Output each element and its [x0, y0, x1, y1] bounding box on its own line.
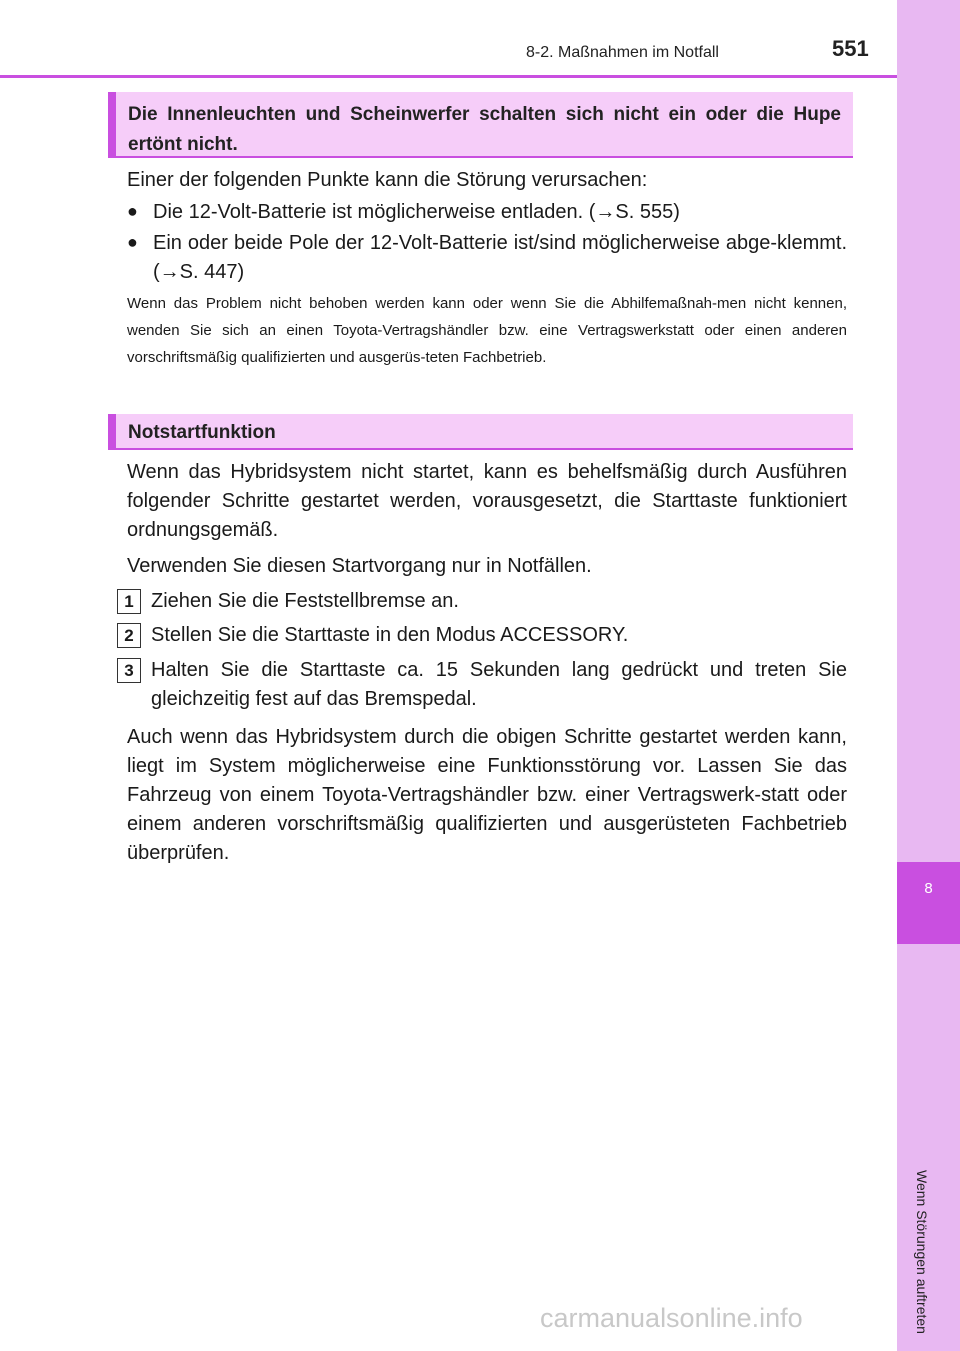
bullet-item: Die 12-Volt-Batterie ist möglicherweise entladen. (→S. 555): [153, 201, 680, 223]
paragraph: Auch wenn das Hybridsystem durch die obigen Schritte gestartet werden kann, liegt im System möglicherweise eine Funktionsstörung vor. Lassen Sie das Fahrzeug von einem Toyota-Vertragshändler bzw. einer Vertragswerk-statt oder einem anderen vorschriftsmäßig qualifizierten und ausgerüsteten Fachbetrieb überprüfen.: [127, 726, 847, 864]
header-section-title: 8-2. Maßnahmen im Notfall: [526, 44, 719, 61]
section-heading-lights: Die Innenleuchten und Scheinwerfer schalten sich nicht ein oder die Hupe ertönt nicht.: [108, 92, 853, 158]
step-number-box: 2: [117, 623, 141, 648]
chapter-number: 8: [924, 880, 933, 897]
paragraph: Verwenden Sie diesen Startvorgang nur in Notfällen.: [127, 555, 592, 577]
bullet-icon: ●: [127, 232, 138, 252]
side-tab-active-chapter: [897, 862, 960, 944]
bullet-icon: ●: [127, 201, 138, 221]
chapter-title: Wenn Störungen auftreten: [914, 1170, 930, 1334]
step-text: Stellen Sie die Starttaste in den Modus ACCESSORY.: [151, 624, 629, 646]
step-number-box: 3: [117, 658, 141, 683]
step-number-box: 1: [117, 589, 141, 614]
header-divider: [0, 75, 897, 78]
step-text: Ziehen Sie die Feststellbremse an.: [151, 590, 459, 612]
intro-paragraph: Einer der folgenden Punkte kann die Störung verursachen:: [127, 169, 648, 191]
side-tab: [897, 0, 960, 1351]
note-paragraph: Wenn das Problem nicht behoben werden kann oder wenn Sie die Abhilfemaßnah-men nicht kennen, wenden Sie sich an einen Toyota-Vertragshändler bzw. eine Vertragswerkstatt oder einen anderen vorschriftsmäßig qualifizierten und ausgerüs-teten Fachbetrieb.: [127, 295, 847, 366]
watermark: carmanualsonline.info: [540, 1303, 803, 1333]
step-text: Halten Sie die Starttaste ca. 15 Sekunden lang gedrückt und treten Sie gleichzeitig fest auf das Bremspedal.: [151, 659, 847, 710]
section-heading-emergency-start: Notstartfunktion: [108, 414, 853, 450]
page-number: 551: [832, 36, 869, 61]
paragraph: Wenn das Hybridsystem nicht startet, kann es behelfsmäßig durch Ausführen folgender Schritte gestartet werden, vorausgesetzt, die Starttaste funktioniert ordnungsgemäß.: [127, 461, 847, 541]
bullet-item: Ein oder beide Pole der 12-Volt-Batterie ist/sind möglicherweise abge-klemmt. (→S. 447): [153, 232, 847, 283]
